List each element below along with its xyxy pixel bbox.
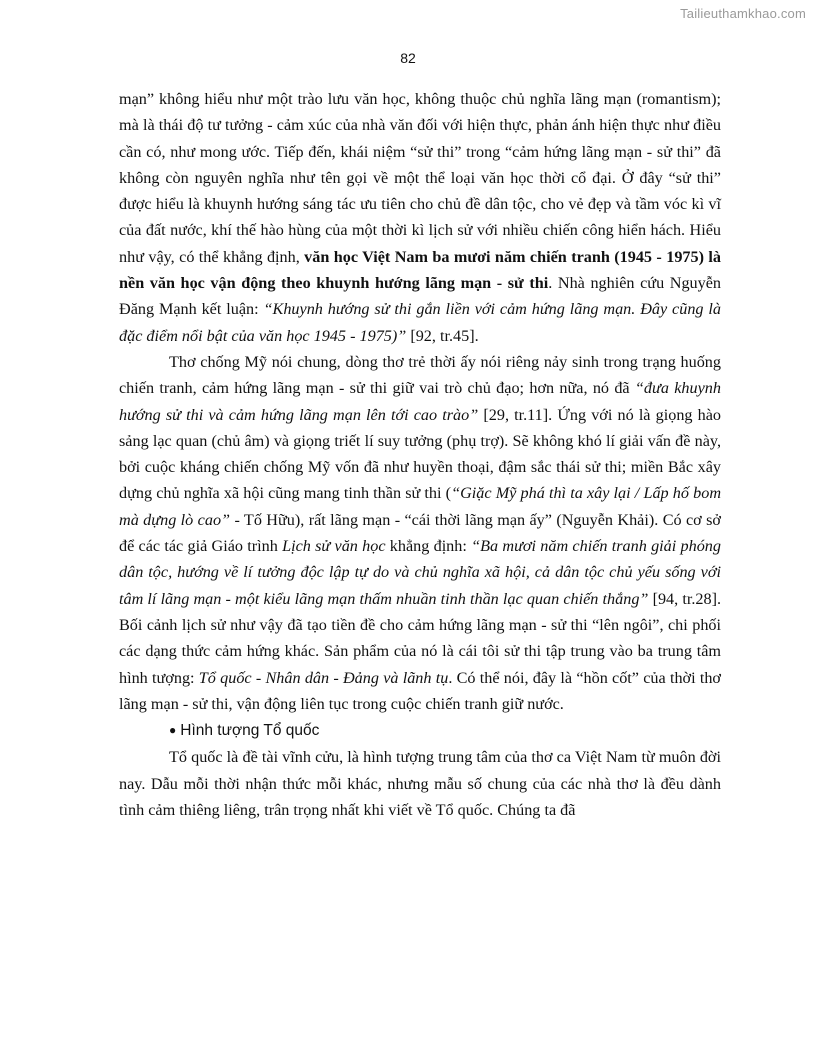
bullet-icon: ● (169, 723, 177, 738)
paragraph-2-text-6: . Có thể nói, đây là “hồn cốt” của thời thơ lãng mạn - sử thi, vận động liên tục trong cuộc chiến tranh giữ nước. (119, 668, 721, 713)
paragraph-2-text-5: [94, tr.28]. Bối cảnh lịch sử như vậy đã tạo tiền đề cho cảm hứng lãng mạn - sử thi “lên ngôi”, chi phối các dạng thức cảm hứng khác. Sản phẩm của nó là cái tôi sử thi tập trung vào ba trung tâm hình tượng: (119, 589, 722, 687)
paragraph-2-text-3: - Tố Hữu), rất lãng mạn - “cái thời lãng mạn ấy” (Nguyễn Khải). Có cơ sở để các tác giả Giáo trình (119, 510, 721, 556)
paragraph-3-text: Tổ quốc là đề tài vĩnh cửu, là hình tượng trung tâm của thơ ca Việt Nam từ muôn đời nay. Dẫu mỗi thời nhận thức mỗi khác, nhưng mẫu số chung của các nhà thơ là đều dành tình cảm thiêng liêng, trân trọng nhất khi viết về Tổ quốc. Chúng ta đã (119, 748, 721, 820)
section-heading-text: Hình tượng Tổ quốc (180, 722, 320, 740)
paragraph-2-text-2: [29, tr.11]. Ứng với nó là giọng hào sảng lạc quan (chủ âm) và giọng triết lí suy tưởng (phụ trợ). Sẽ không khó lí giải vấn đề này, bởi cuộc kháng chiến chống Mỹ vốn đã như huyền thoại, đậm sắc thái sử thi; miền Bắc xây dựng chủ nghĩa xã hội cũng mang tinh thần sử thi ( (119, 405, 722, 503)
watermark: Tailieuthamkhao.com (680, 6, 806, 21)
paragraph-2-quote-1: “đưa khuynh hướng sử thi và cảm hứng lãng mạn lên tới cao trào” (119, 379, 721, 424)
paragraph-1-text-2: . Nhà nghiên cứu Nguyễn Đăng Mạnh kết luận: (119, 274, 722, 319)
paragraph-2-quote-2: “Giặc Mỹ phá thì ta xây lại / Lấp hố bom mà dựng lò cao” (119, 484, 722, 529)
paragraph-2-three-centers: Tổ quốc - Nhân dân - Đảng và lãnh tụ (198, 668, 449, 687)
paragraph-3 (119, 744, 721, 823)
page-number: 82 (400, 50, 416, 66)
paragraph-1-bold-thesis: văn học Việt Nam ba mươi năm chiến tranh (1945 - 1975) là nền văn học vận động theo khuynh hướng lãng mạn - sử thi (119, 247, 721, 293)
paragraph-1-citation: [92, tr.45]. (406, 326, 479, 345)
paragraph-1 (119, 86, 721, 349)
paragraph-1-text-1: mạn” không hiểu như một trào lưu văn học, không thuộc chủ nghĩa lãng mạn (romantism); mà là thái độ tư tưởng - cảm xúc của nhà văn đối với hiện thực, phản ánh hiện thực như điều cần có, như mong ước. Tiếp đến, khái niệm “sử thi” trong “cảm hứng lãng mạn - sử thi” đã không còn nguyên nghĩa như tên gọi về một thể loại văn học thời cổ đại. Ở đây “sử thi” được hiểu là khuynh hướng sáng tác ưu tiên cho chủ đề dân tộc, cho vẻ đẹp và tầm vóc kì vĩ của đất nước, khí thế hào hùng của một thời kì lịch sử với nhiều chiến công hiển hách. Hiểu như vậy, có thể khẳng định, (119, 90, 721, 266)
paragraph-2-text-4: khẳng định: (385, 537, 472, 556)
paragraph-2-book-title: Lịch sử văn học (282, 537, 386, 556)
paragraph-2 (119, 349, 721, 717)
paragraph-2-quote-3: “Ba mươi năm chiến tranh giải phóng dân tộc, hướng về lí tưởng độc lập tự do và chủ nghĩa xã hội, cả dân tộc chủ yếu sống với tâm lí lãng mạn - một kiểu lãng mạn thấm nhuần tinh thần lạc quan chiến thắng” (119, 537, 721, 608)
document-body (119, 86, 721, 823)
paragraph-2-text-1: Thơ chống Mỹ nói chung, dòng thơ trẻ thời ấy nói riêng nảy sinh trong trạng huống chiến tranh, cảm hứng lãng mạn - sử thi giữ vai trò chủ đạo; hơn nữa, nó đã (119, 352, 721, 398)
paragraph-1-quote: “Khuynh hướng sử thi gắn liền với cảm hứng lãng mạn. Đây cũng là đặc điểm nổi bật của văn học 1945 - 1975)” (119, 300, 721, 345)
section-heading (119, 717, 721, 744)
